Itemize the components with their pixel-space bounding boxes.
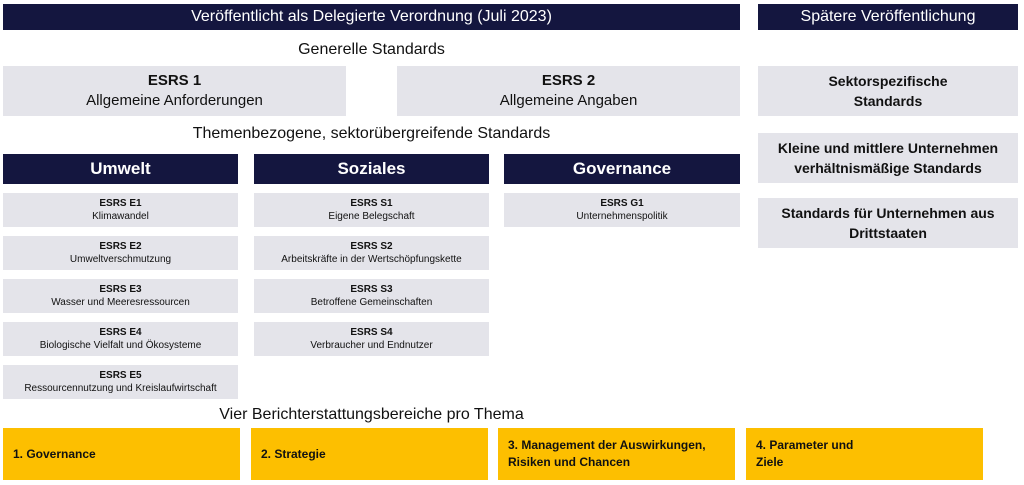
reporting-area-line2: Ziele <box>756 455 784 469</box>
later-box-line2: Standards <box>853 93 923 109</box>
standard-code: ESRS E3 <box>99 284 142 295</box>
later-box-line1: Standards für Unternehmen aus <box>781 205 995 221</box>
standard-code: ESRS S4 <box>350 327 393 338</box>
later-box-sme <box>758 133 1018 183</box>
standard-box-e3 <box>3 279 238 313</box>
later-box-line1: Sektorspezifische <box>828 73 948 89</box>
reporting-area-line1: 2. Strategie <box>261 446 326 461</box>
reporting-area-metrics <box>746 428 983 480</box>
column-soziales-header <box>254 154 489 184</box>
general-standards-label: Generelle Standards <box>298 41 445 58</box>
standard-code: ESRS S3 <box>350 284 393 295</box>
topical-standards-label: Themenbezogene, sektorübergreifende Standards <box>192 125 551 142</box>
standard-code: ESRS G1 <box>600 198 644 209</box>
header-later <box>758 4 1018 30</box>
standard-code: ESRS E5 <box>99 370 142 381</box>
later-box-third-country <box>758 198 1018 248</box>
standard-name: Eigene Belegschaft <box>328 211 415 222</box>
standard-box-s1 <box>254 193 489 227</box>
standard-box-e4 <box>3 322 238 356</box>
column-soziales-title: Soziales <box>337 159 406 178</box>
header-later-label: Spätere Veröffentlichung <box>800 8 976 25</box>
reporting-area-strategy <box>251 428 488 480</box>
standard-name: Biologische Vielfalt und Ökosysteme <box>39 340 202 351</box>
standard-name: Ressourcennutzung und Kreislaufwirtschaft <box>24 383 217 394</box>
standard-name: Arbeitskräfte in der Wertschöpfungskette <box>281 254 462 265</box>
standard-name: Verbraucher und Endnutzer <box>310 340 433 351</box>
standard-box-e2 <box>3 236 238 270</box>
standard-box-g1 <box>504 193 740 227</box>
header-published <box>3 4 740 30</box>
header-published-label: Veröffentlicht als Delegierte Verordnung (Juli 2023) <box>191 8 552 25</box>
reporting-area-governance <box>3 428 240 480</box>
standard-box-e5 <box>3 365 238 399</box>
column-governance-title: Governance <box>572 159 672 178</box>
esrs1-box <box>3 66 346 116</box>
standard-code: ESRS S1 <box>350 198 393 209</box>
esrs1-code: ESRS 1 <box>147 72 202 89</box>
standard-name: Klimawandel <box>92 211 149 222</box>
reporting-area-management <box>498 428 735 480</box>
reporting-area-line2: Risiken und Chancen <box>508 455 631 469</box>
reporting-areas-label: Vier Berichterstattungsbereiche pro Thema <box>219 406 524 423</box>
standard-box-s4 <box>254 322 489 356</box>
column-umwelt-title: Umwelt <box>90 159 151 178</box>
standard-code: ESRS E2 <box>99 241 142 252</box>
later-box-sector <box>758 66 1018 116</box>
standard-name: Umweltverschmutzung <box>69 254 172 265</box>
reporting-area-line1: 3. Management der Auswirkungen, <box>508 438 706 452</box>
later-box-line1: Kleine und mittlere Unternehmen <box>777 140 999 156</box>
later-box-line2: Drittstaaten <box>849 225 927 241</box>
esrs1-name: Allgemeine Anforderungen <box>86 92 263 109</box>
standard-box-s2 <box>254 236 489 270</box>
standard-code: ESRS E4 <box>99 327 142 338</box>
esrs2-code: ESRS 2 <box>541 72 596 89</box>
esrs2-name: Allgemeine Angaben <box>499 92 638 109</box>
standard-box-s3 <box>254 279 489 313</box>
esrs2-box <box>397 66 740 116</box>
standard-code: ESRS S2 <box>350 241 393 252</box>
column-governance-header <box>504 154 740 184</box>
standard-name: Wasser und Meeresressourcen <box>51 297 190 308</box>
later-box-line2: verhältnismäßige Standards <box>794 160 982 176</box>
reporting-area-line1: 4. Parameter und <box>756 438 854 452</box>
standard-name: Betroffene Gemeinschaften <box>310 297 433 308</box>
standard-code: ESRS E1 <box>99 198 142 209</box>
standard-name: Unternehmenspolitik <box>576 211 668 222</box>
standard-box-e1 <box>3 193 238 227</box>
reporting-area-line1: 1. Governance <box>13 446 96 461</box>
column-umwelt-header <box>3 154 238 184</box>
